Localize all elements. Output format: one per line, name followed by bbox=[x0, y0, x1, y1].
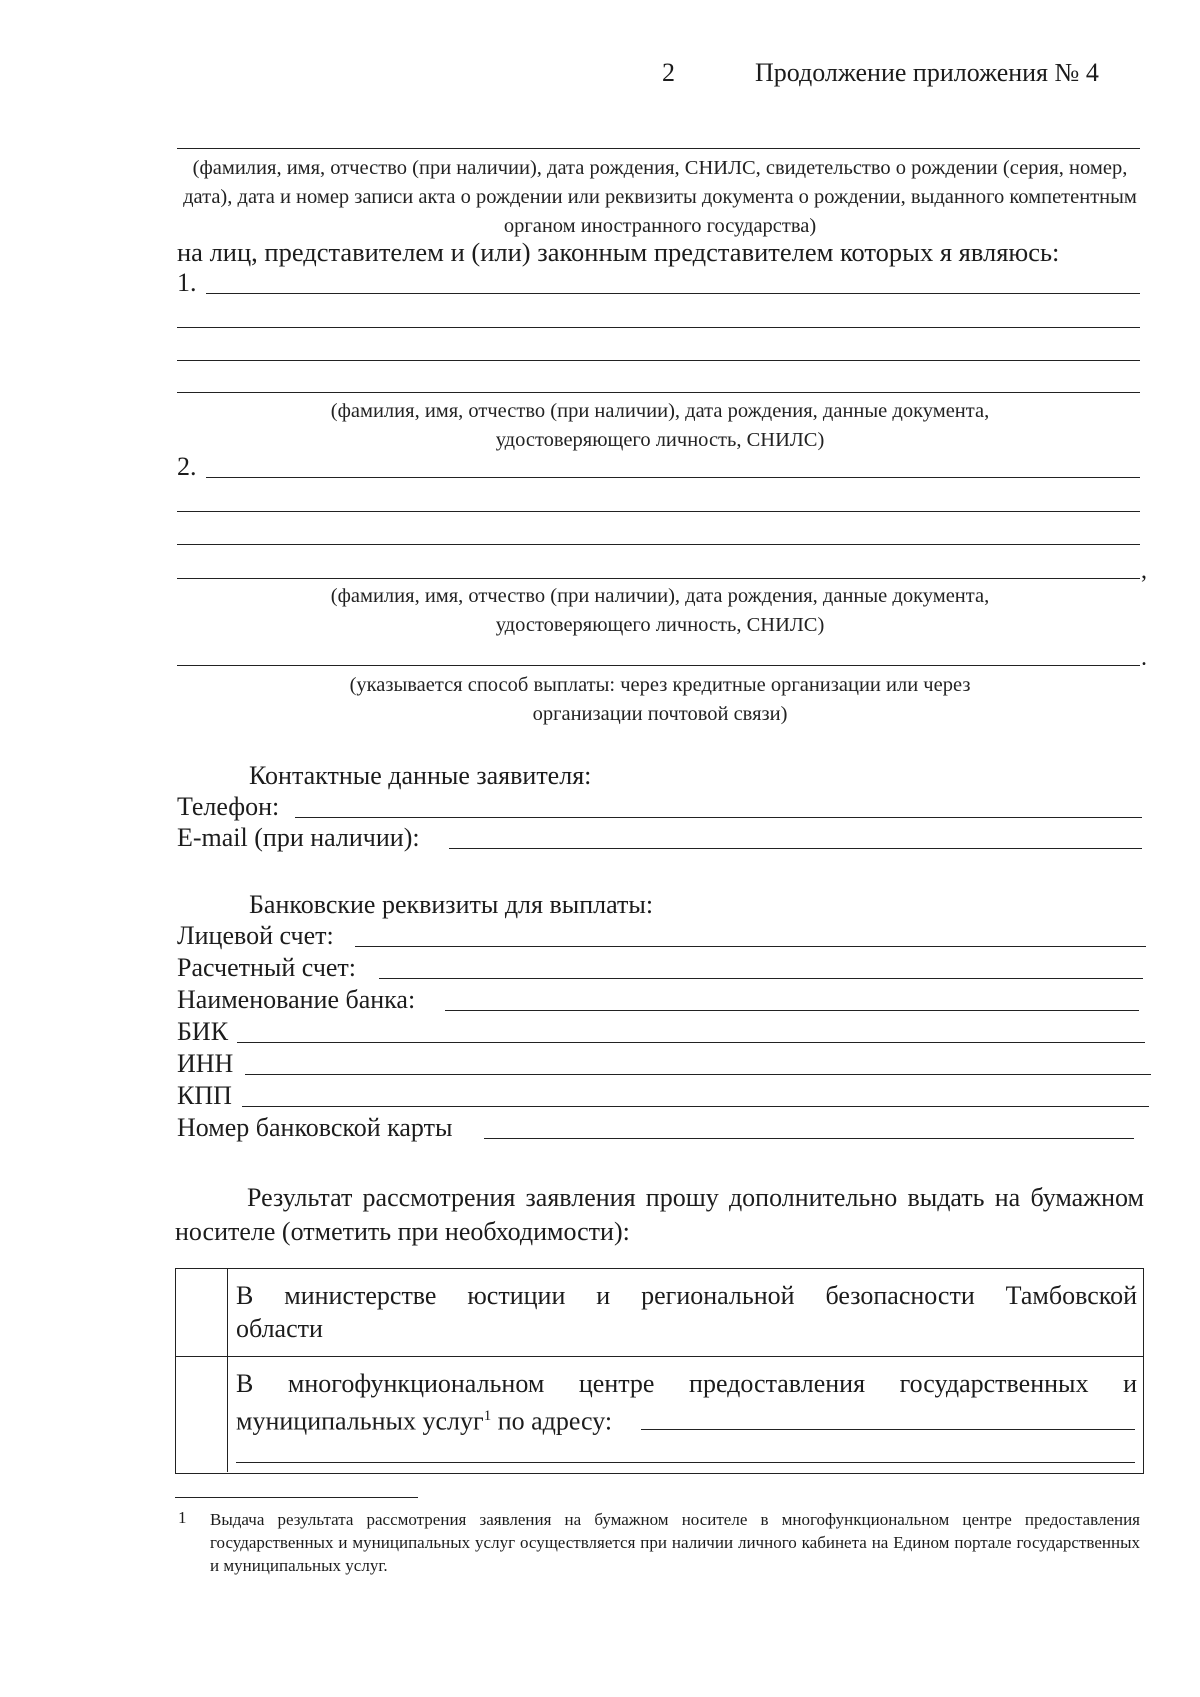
footnote-separator bbox=[175, 1497, 418, 1498]
inn-label: ИНН bbox=[177, 1049, 234, 1078]
phone-label: Телефон: bbox=[177, 792, 280, 821]
email-label: E-mail (при наличии): bbox=[177, 823, 420, 852]
payment-method-line[interactable] bbox=[177, 665, 1140, 666]
applicant-data-caption: (фамилия, имя, отчество (при наличии), дата рождения, СНИЛС, свидетельство о рождении (серия, номер, дата), дата и номер записи акта о рождении или реквизиты документа о рождении, выданного компетентным органом иностранного государства) bbox=[183, 157, 1137, 237]
person-1-line-1[interactable] bbox=[206, 293, 1140, 294]
kpp-field[interactable] bbox=[242, 1106, 1149, 1107]
email-field[interactable] bbox=[449, 848, 1142, 849]
settlement-account-label: Расчетный счет: bbox=[177, 953, 357, 982]
settlement-account-field[interactable] bbox=[379, 978, 1143, 979]
contacts-heading: Контактные данные заявителя: bbox=[249, 761, 592, 790]
bank-heading: Банковские реквизиты для выплаты: bbox=[249, 890, 654, 919]
payment-period: . bbox=[1141, 645, 1147, 671]
person-1-label: 1. bbox=[177, 268, 197, 297]
card-number-field[interactable] bbox=[484, 1138, 1134, 1139]
person-2-line-2[interactable] bbox=[177, 511, 1140, 512]
option-row-mfc bbox=[176, 1357, 1143, 1472]
option-ministry-line1: В министерстве юстиции и региональной безопасности Тамбовской bbox=[236, 1281, 1137, 1310]
page-header bbox=[0, 58, 1200, 98]
person-1-line-4[interactable] bbox=[177, 392, 1140, 393]
footnote-ref: 1 bbox=[483, 1408, 492, 1424]
person-2-line-3[interactable] bbox=[177, 544, 1140, 545]
option-row-ministry bbox=[176, 1269, 1143, 1357]
bank-name-label: Наименование банка: bbox=[177, 985, 416, 1014]
person-2-comma: , bbox=[1141, 558, 1147, 584]
option-mfc-line2: муниципальных услуг$^1$ по адресу: bbox=[236, 1406, 613, 1436]
issuance-options-table bbox=[175, 1268, 1144, 1474]
personal-account-field[interactable] bbox=[355, 946, 1146, 947]
mfc-address-field-1[interactable] bbox=[641, 1429, 1135, 1430]
bik-label: БИК bbox=[177, 1017, 229, 1046]
option-mfc-line1: В многофункциональном центре предоставления государственных и bbox=[236, 1369, 1137, 1398]
phone-field[interactable] bbox=[295, 817, 1142, 818]
inn-field[interactable] bbox=[245, 1074, 1151, 1075]
person-2-line-1[interactable] bbox=[206, 477, 1140, 478]
result-request-paragraph: Результат рассмотрения заявления прошу дополнительно выдать на бумажном носителе (отметить при необходимости): bbox=[175, 1183, 1144, 1246]
person-1-caption: (фамилия, имя, отчество (при наличии), дата рождения, данные документа, удостоверяющего личность, СНИЛС) bbox=[330, 400, 990, 451]
footnote-number: 1 bbox=[178, 1508, 187, 1527]
person-1-line-3[interactable] bbox=[177, 360, 1140, 361]
applicant-data-line[interactable] bbox=[177, 148, 1140, 149]
mfc-checkbox-cell[interactable] bbox=[176, 1357, 228, 1472]
footnote-text: Выдача результата рассмотрения заявления на бумажном носителе в многофункциональном центре предоставления государственных и муниципальных услуг осуществляется при наличии личного кабинета на Едином портале государственных и муниципальных услуг. bbox=[210, 1510, 1140, 1575]
card-number-label: Номер банковской карты bbox=[177, 1113, 453, 1142]
person-2-label: 2. bbox=[177, 452, 197, 481]
bik-field[interactable] bbox=[237, 1042, 1145, 1043]
person-2-caption: (фамилия, имя, отчество (при наличии), дата рождения, данные документа, удостоверяющего личность, СНИЛС) bbox=[330, 585, 990, 636]
mfc-address-field-2[interactable] bbox=[236, 1462, 1135, 1463]
personal-account-label: Лицевой счет: bbox=[177, 921, 334, 950]
person-1-line-2[interactable] bbox=[177, 327, 1140, 328]
option-ministry-line2: области bbox=[236, 1314, 323, 1343]
persons-intro: на лиц, представителем и (или) законным представителем которых я являюсь: bbox=[177, 237, 1060, 267]
kpp-label: КПП bbox=[177, 1081, 232, 1110]
payment-method-caption: (указывается способ выплаты: через кредитные организации или через организации почтовой связи) bbox=[349, 674, 971, 725]
appendix-continuation: Продолжение приложения № 4 bbox=[755, 58, 1099, 87]
page-number: 2 bbox=[662, 58, 675, 87]
ministry-checkbox-cell[interactable] bbox=[176, 1269, 228, 1356]
bank-name-field[interactable] bbox=[445, 1010, 1139, 1011]
person-2-line-4[interactable] bbox=[177, 578, 1140, 579]
